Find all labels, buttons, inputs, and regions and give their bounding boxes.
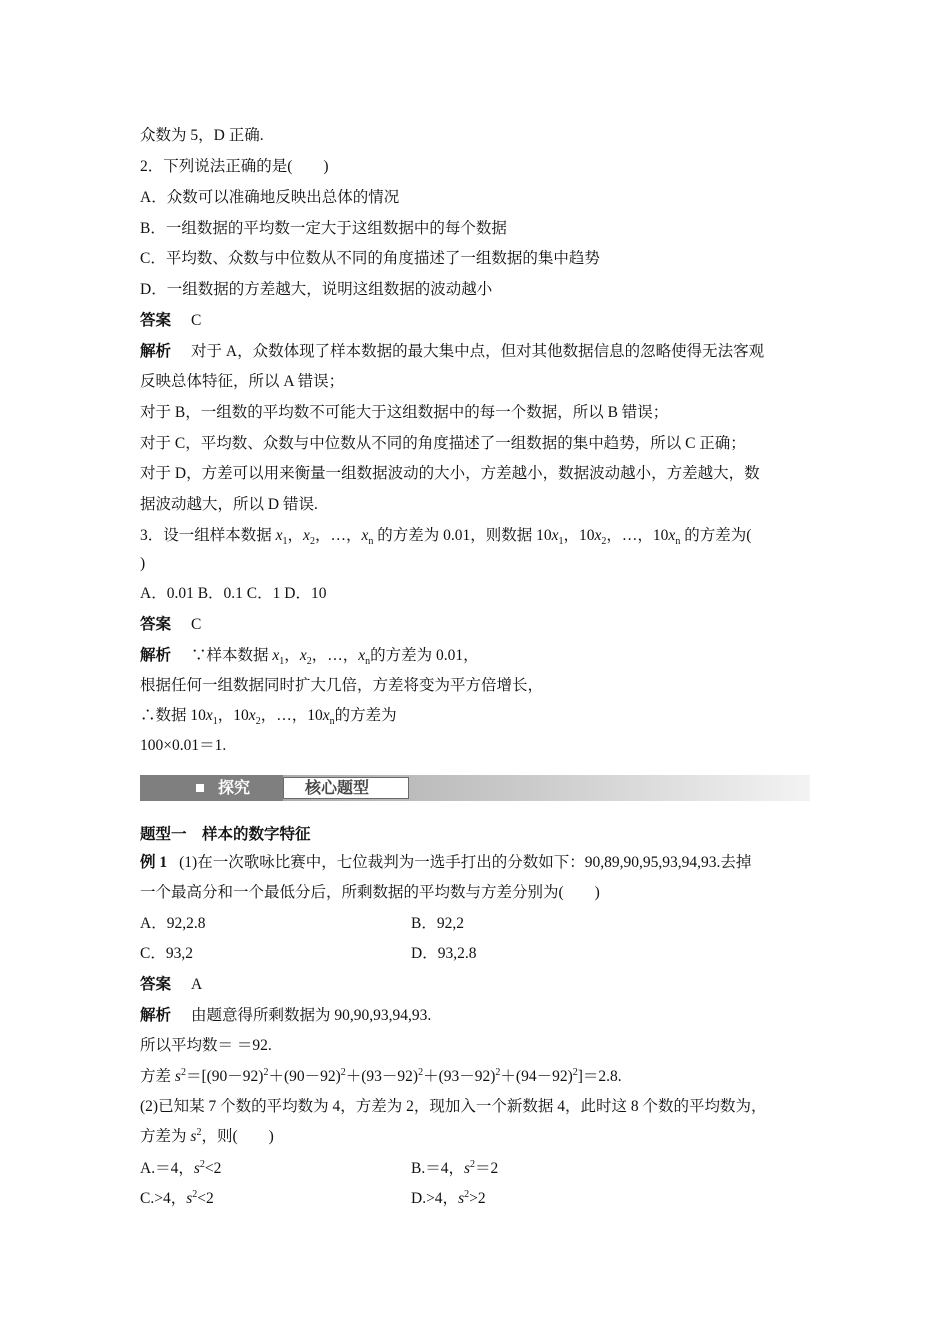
- math-sub: 2: [309, 536, 315, 548]
- text-run: ＝2: [475, 1160, 499, 1177]
- math-var: x: [303, 527, 310, 544]
- text-run: B.＝4，: [411, 1160, 464, 1177]
- math-var: x: [205, 707, 213, 724]
- math-var: s: [458, 1190, 465, 1207]
- text-run: ，…，10: [260, 707, 323, 724]
- text-run: ，: [284, 647, 300, 664]
- math-sup: 2: [199, 1158, 205, 1170]
- text-run: ＋(90－92): [268, 1068, 341, 1085]
- math-sub: n: [329, 716, 335, 728]
- math-sub: 1: [212, 716, 218, 728]
- text-line: [140, 372, 344, 392]
- analysis-text: 由题意得所剩数据为 90,90,93,94,93.: [191, 1007, 432, 1024]
- math-var: s: [193, 1160, 200, 1177]
- text-line: [140, 1097, 766, 1117]
- question-3: [140, 526, 751, 546]
- text-run: 的方差为(: [680, 527, 752, 544]
- options-text: A．0.01 B．0.1 C．1 D．10: [140, 585, 327, 602]
- text-run: 的方差为 0.01，则数据 10: [373, 527, 552, 544]
- text-run: ，10: [217, 707, 249, 724]
- option-text: C．平均数、众数与中位数从不同的角度描述了一组数据的集中趋势: [140, 250, 600, 267]
- answer-line: [140, 615, 201, 635]
- math-sub: 1: [558, 536, 564, 548]
- options-line: [140, 584, 326, 604]
- math-var: x: [248, 707, 256, 724]
- answer-value: C: [191, 616, 202, 633]
- math-var: x: [299, 647, 307, 664]
- text-line: [140, 676, 543, 696]
- example-1: [140, 853, 751, 873]
- math-sup: 2: [464, 1188, 470, 1200]
- section-heading: [140, 825, 311, 845]
- text-run: A.＝4，: [140, 1160, 194, 1177]
- math-var: x: [361, 527, 369, 544]
- text-line: [140, 1036, 272, 1056]
- math-sup: 2: [495, 1066, 501, 1078]
- math-sup: 2: [340, 1066, 346, 1078]
- option-c: [140, 249, 600, 269]
- analysis-line: [140, 1006, 431, 1026]
- math-sup: 2: [418, 1066, 424, 1078]
- math-sub: n: [675, 536, 681, 548]
- math-var: x: [358, 647, 366, 664]
- answer-value: A: [191, 976, 203, 993]
- line-text: 对于 C，平均数、众数与中位数从不同的角度描述了一组数据的集中趋势，所以 C 正确；: [140, 435, 746, 452]
- line-text: 一个最高分和一个最低分后，所剩数据的平均数与方差分别为( ): [140, 884, 600, 901]
- question-stem: 2．下列说法正确的是( ): [140, 158, 329, 175]
- section-banner: [140, 775, 810, 801]
- math-var: x: [272, 647, 280, 664]
- answer-line: [140, 311, 201, 331]
- line-text: (2)已知某 7 个数的平均数为 4，方差为 2，现加入一个新数据 4，此时这 8 个数的平均数为，: [140, 1098, 767, 1115]
- text-line: [140, 1127, 274, 1147]
- option-a: [140, 1160, 221, 1177]
- banner-subtitle: 核心题型: [305, 778, 370, 797]
- text-run: <2: [197, 1190, 214, 1207]
- options-row: [140, 1159, 810, 1179]
- options-row: [140, 1189, 810, 1209]
- math-var: x: [551, 527, 559, 544]
- line-text: 对于 B，一组数的平均数不可能大于这组数据中的每一个数据，所以 B 错误；: [140, 404, 669, 421]
- text-run: 方差为: [140, 1128, 191, 1145]
- option-b: B．92,2: [411, 915, 464, 932]
- option-d: D．93,2.8: [411, 945, 477, 962]
- option-a: [140, 188, 399, 208]
- option-text: A．众数可以准确地反映出总体的情况: [140, 189, 400, 206]
- line-text: 反映总体特征，所以 A 错误；: [140, 373, 345, 390]
- example-text: (1)在一次歌咏比赛中，七位裁判为一选手打出的分数如下：90,89,90,95,93,94,93.去掉: [179, 854, 752, 871]
- math-sub: 2: [306, 656, 312, 668]
- option-b: [411, 1159, 498, 1179]
- text-line: [140, 403, 668, 423]
- banner-dark-block: [140, 775, 283, 801]
- option-c: C．93,2: [140, 945, 193, 962]
- text-line: [140, 434, 746, 454]
- banner-title: 探究: [218, 778, 251, 797]
- option-c: [140, 1190, 214, 1207]
- text-run: <2: [204, 1160, 222, 1177]
- analysis-label: 解析: [140, 1007, 172, 1024]
- option-b: [140, 219, 507, 239]
- text-run: ，…，10: [606, 527, 669, 544]
- answer-label: 答案: [140, 976, 172, 993]
- math-var: s: [190, 1128, 197, 1145]
- answer-value: C: [191, 312, 202, 329]
- text-run: ]＝2.8.: [577, 1068, 622, 1085]
- example-label: 例 1: [140, 854, 168, 871]
- analysis-label: 解析: [140, 343, 172, 360]
- text-run: 的方差为 0.01，: [370, 647, 479, 664]
- analysis-line: [140, 646, 479, 666]
- line-text: 所以平均数＝ ＝92.: [140, 1037, 272, 1054]
- text-line: [140, 883, 600, 903]
- option-text: B．一组数据的平均数一定大于这组数据中的每个数据: [140, 220, 507, 237]
- option-d: [411, 1189, 486, 1209]
- math-sub: 1: [279, 656, 285, 668]
- math-var: s: [463, 1160, 471, 1177]
- text-run: D.>4，: [411, 1190, 459, 1207]
- math-var: x: [668, 527, 676, 544]
- math-var: x: [275, 527, 283, 544]
- text-line: [140, 126, 264, 146]
- text-run: ，…，: [311, 647, 359, 664]
- line-text: 100×0.01＝1.: [140, 737, 227, 754]
- text-run: ，则( ): [201, 1128, 274, 1145]
- option-d: [140, 280, 492, 300]
- text-run: 方差: [140, 1068, 175, 1085]
- heading-text: 题型一 样本的数字特征: [140, 826, 311, 843]
- square-bullet-icon: [196, 784, 204, 792]
- text-run: ＋(94－92): [500, 1068, 573, 1085]
- answer-line: [140, 975, 202, 995]
- math-sub: n: [365, 656, 371, 668]
- text-run: 的方差为: [334, 707, 397, 724]
- options-row: [140, 944, 810, 964]
- analysis-label: 解析: [140, 647, 172, 664]
- line-text: 根据任何一组数据同时扩大几倍，方差将变为平方倍增长，: [140, 677, 544, 694]
- text-run: ，10: [563, 527, 595, 544]
- line-text: 众数为 5，D 正确.: [140, 127, 264, 144]
- math-sub: 2: [255, 716, 261, 728]
- question-2: [140, 157, 329, 177]
- text-run: ，: [287, 527, 304, 544]
- math-sup: 2: [263, 1066, 269, 1078]
- variance-formula: [140, 1067, 622, 1087]
- math-sub: n: [368, 536, 374, 548]
- text-run: ＋(93－92): [423, 1068, 496, 1085]
- math-var: x: [594, 527, 602, 544]
- math-sup: 2: [192, 1188, 198, 1200]
- text-run: ∵样本数据: [191, 647, 273, 664]
- math-var: s: [174, 1068, 181, 1085]
- text-line: [140, 736, 226, 756]
- analysis-line: [140, 342, 764, 362]
- text-line: [140, 554, 145, 574]
- text-line: [140, 495, 318, 515]
- math-sub: 1: [282, 536, 288, 548]
- math-sup: 2: [470, 1158, 476, 1170]
- answer-label: 答案: [140, 312, 172, 329]
- text-run: ＋(93－92): [345, 1068, 419, 1085]
- math-var: x: [322, 707, 330, 724]
- text-run: 3．设一组样本数据: [140, 527, 276, 544]
- options-row: [140, 914, 810, 934]
- option-text: D．一组数据的方差越大，说明这组数据的波动越小: [140, 281, 493, 298]
- math-sup: 2: [572, 1066, 578, 1078]
- math-sup: 2: [196, 1126, 202, 1138]
- text-run: C.>4，: [140, 1190, 187, 1207]
- math-sub: 2: [601, 536, 607, 548]
- text-line: [140, 464, 760, 484]
- text-line: [140, 706, 397, 726]
- line-text: 对于 D，方差可以用来衡量一组数据波动的大小，方差越小，数据波动越小，方差越大，数: [140, 465, 760, 482]
- text-run: ，…，: [314, 527, 362, 544]
- math-var: s: [186, 1190, 193, 1207]
- text-run: >2: [469, 1190, 486, 1207]
- option-a: A．92,2.8: [140, 915, 206, 932]
- text-run: ∴数据 10: [140, 707, 206, 724]
- answer-label: 答案: [140, 616, 172, 633]
- line-text: 据波动越大，所以 D 错误.: [140, 496, 318, 513]
- analysis-text: 对于 A，众数体现了样本数据的最大集中点，但对其他数据信息的忽略使得无法客观: [191, 343, 765, 360]
- line-text: ): [140, 555, 146, 572]
- math-sup: 2: [180, 1066, 186, 1078]
- text-run: ＝[(90－92): [185, 1068, 264, 1085]
